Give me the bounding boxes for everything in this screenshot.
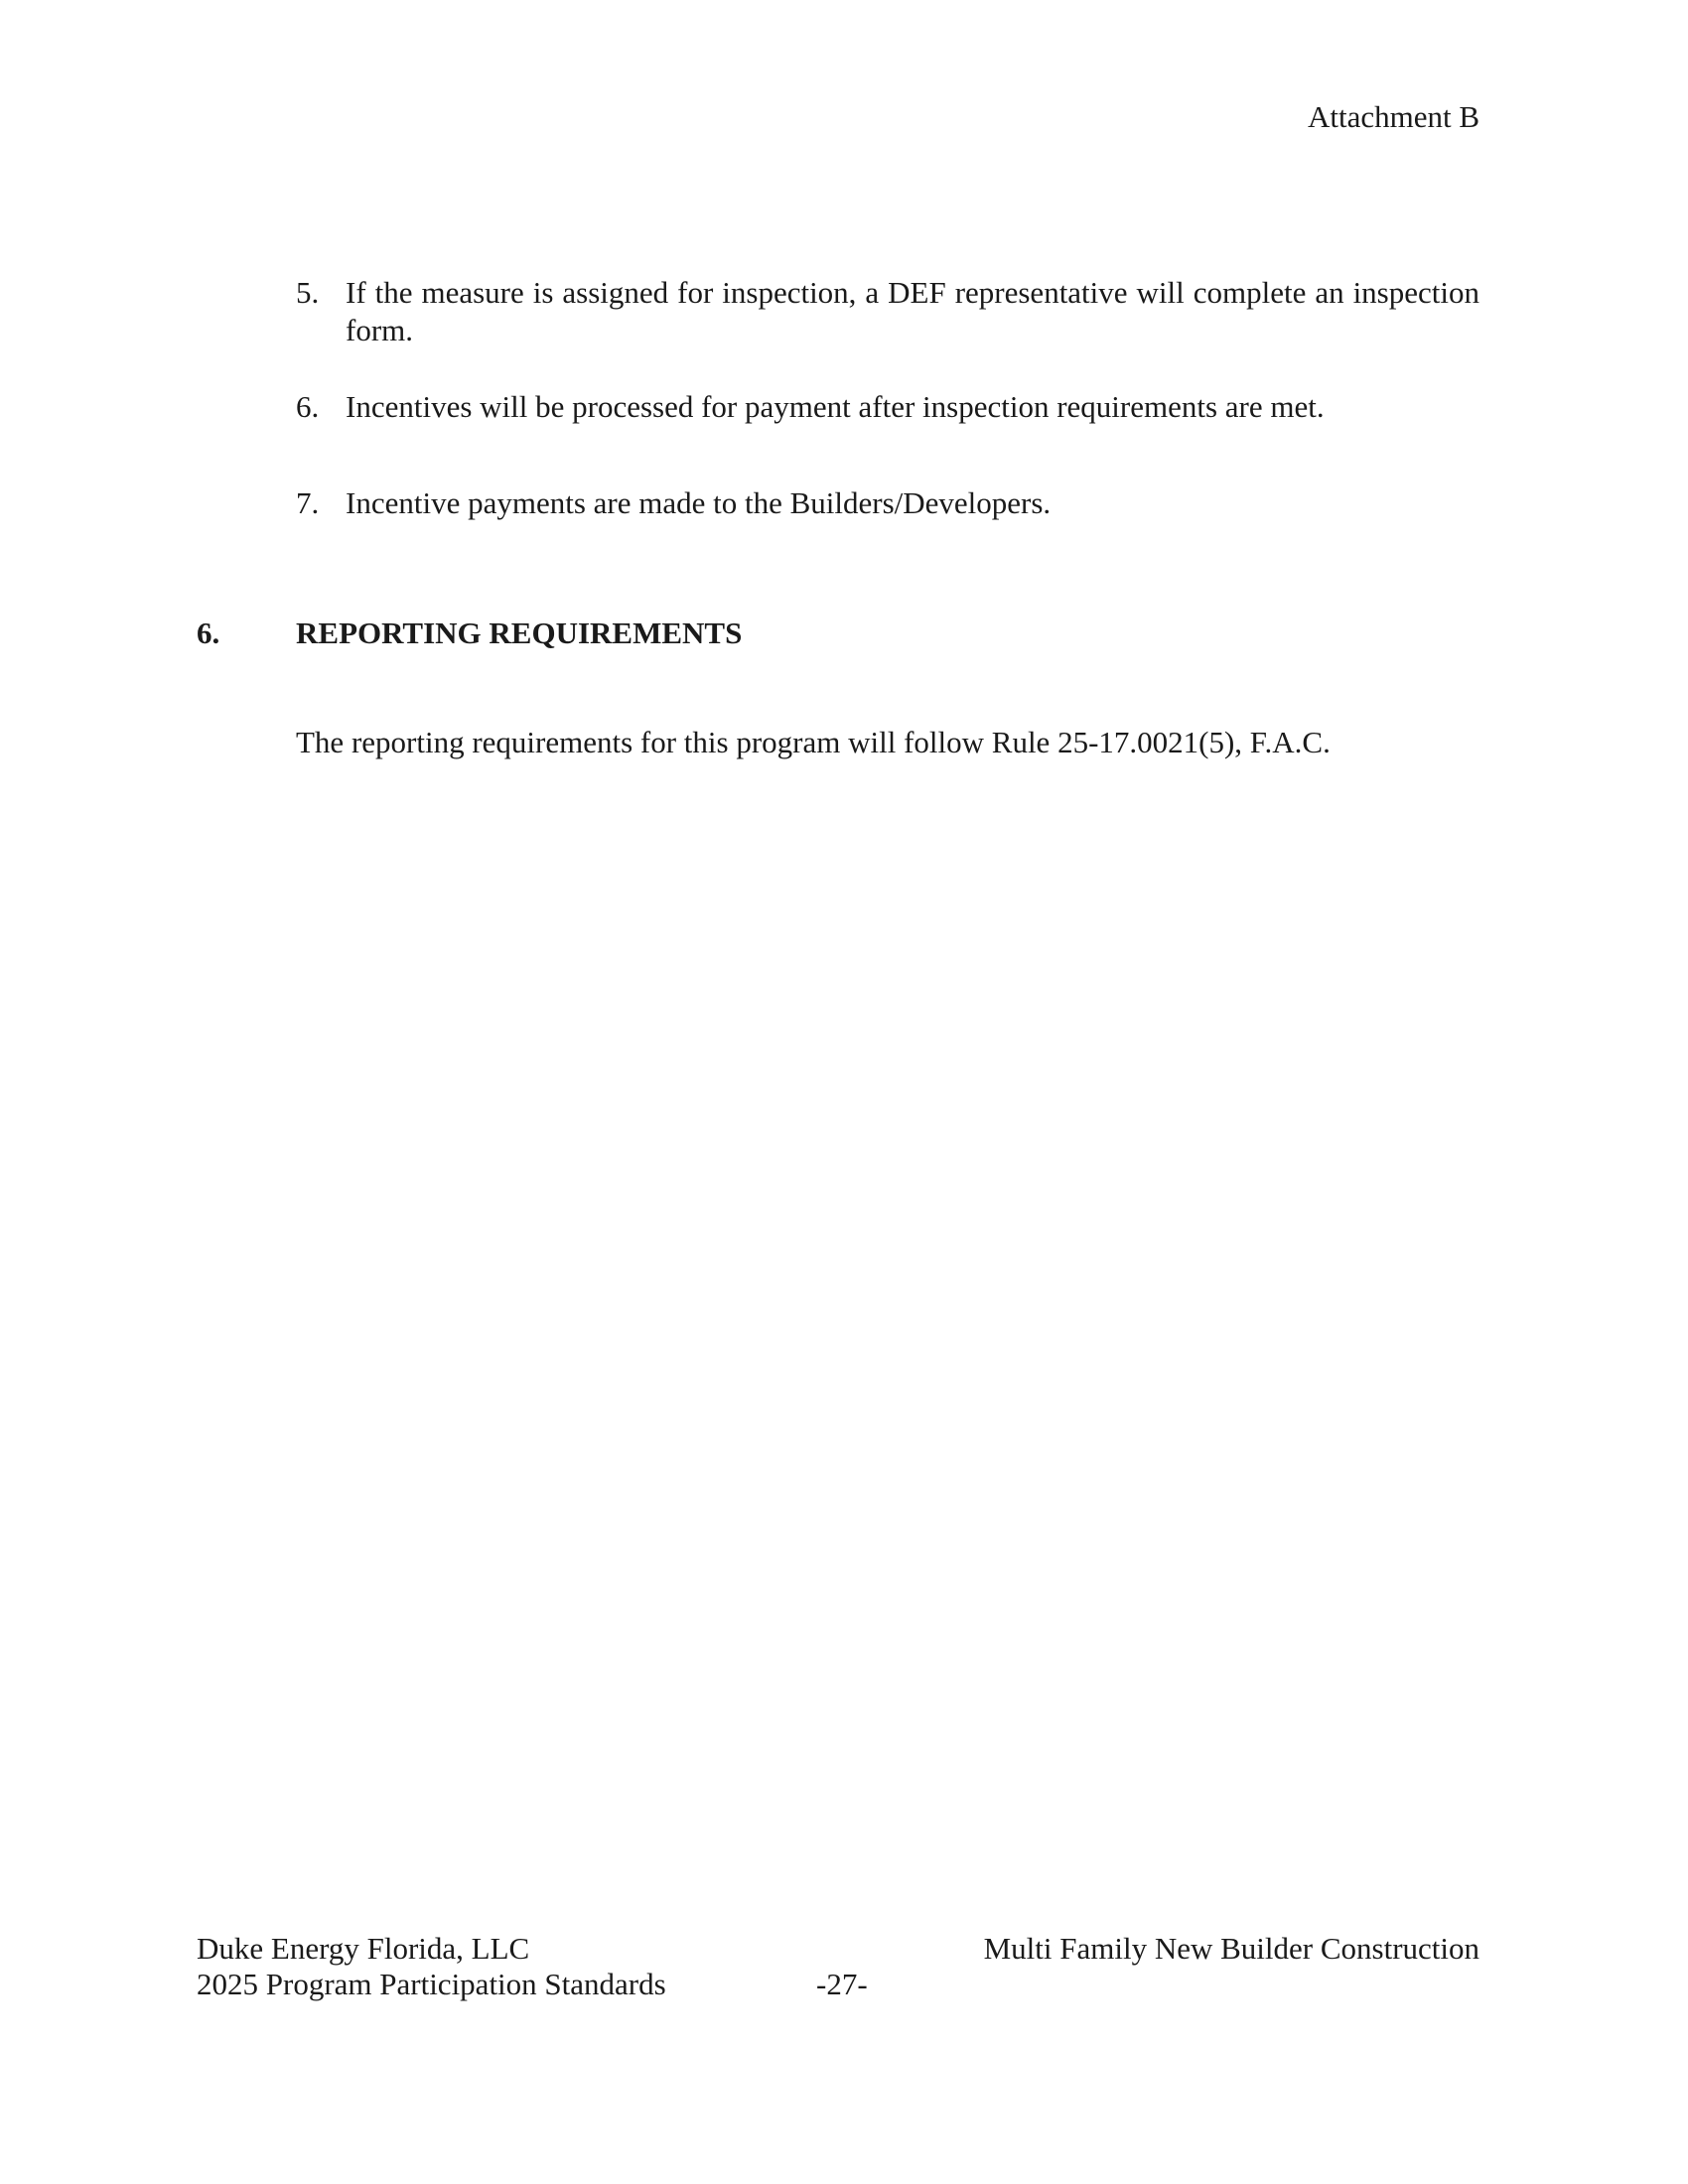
- section-body-text: The reporting requirements for this program will follow Rule 25-17.0021(5), F.A.C.: [296, 725, 1331, 759]
- list-item-text: If the measure is assigned for inspection, a DEF representative will complete an inspection form.: [346, 275, 1479, 347]
- footer-document-title: 2025 Program Participation Standards: [197, 1967, 666, 2001]
- attachment-label: Attachment B: [1307, 99, 1479, 134]
- list-item-number: 5.: [296, 275, 320, 310]
- footer-program-name: Multi Family New Builder Construction: [983, 1931, 1479, 1966]
- list-item-text: Incentives will be processed for payment after inspection requirements are met.: [346, 389, 1325, 424]
- section-title: REPORTING REQUIREMENTS: [296, 615, 743, 650]
- list-item: [296, 484, 1479, 522]
- section-number: 6.: [197, 615, 220, 650]
- list-item-text: Incentive payments are made to the Builders/Developers.: [346, 485, 1052, 520]
- page-number: -27-: [816, 1967, 868, 2001]
- list-item: [296, 388, 1479, 426]
- list-item: [296, 274, 1479, 349]
- list-item-number: 7.: [296, 485, 320, 520]
- list-item-number: 6.: [296, 389, 320, 424]
- footer-company: Duke Energy Florida, LLC: [197, 1931, 530, 1966]
- footer-left: [197, 1931, 666, 2002]
